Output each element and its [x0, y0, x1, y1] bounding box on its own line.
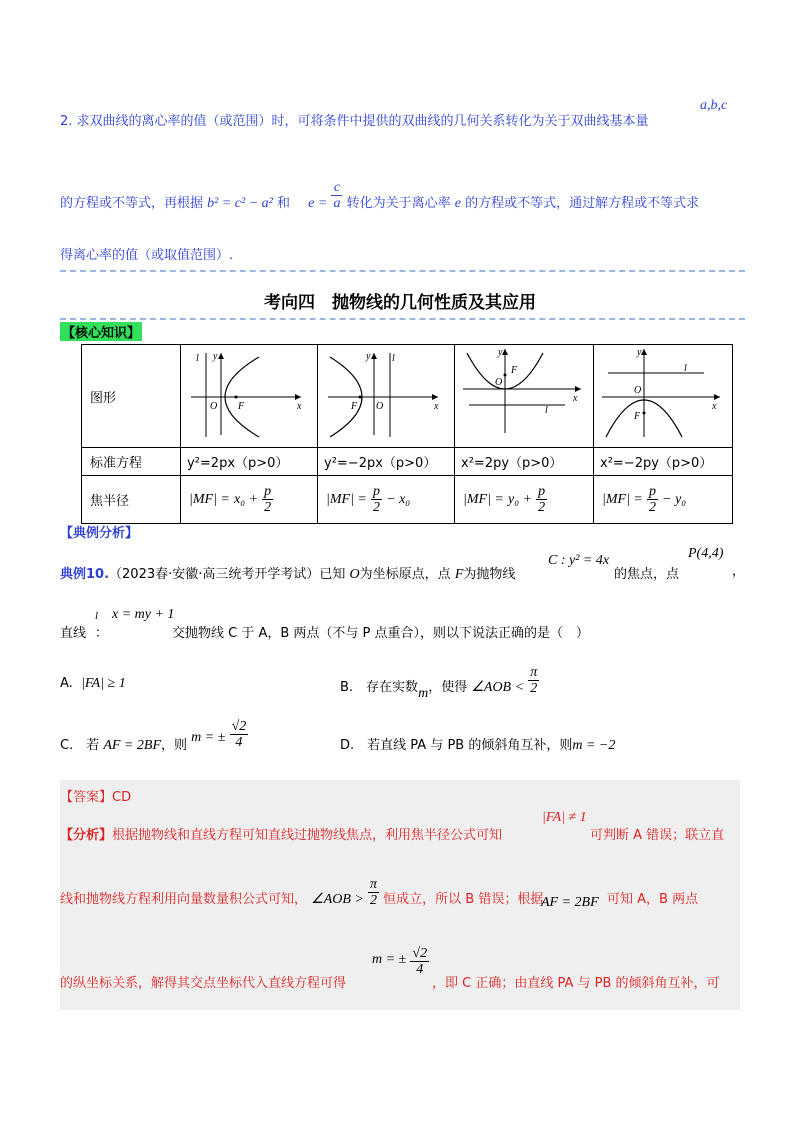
graph-up-opening — [455, 345, 594, 448]
section-title: 考向四 抛物线的几何性质及其应用 — [264, 293, 536, 313]
svg-text:y: y — [213, 351, 218, 362]
svg-text:l: l — [684, 363, 687, 374]
parabola-graph-1 — [181, 345, 317, 443]
radius-3: |MF| = y₀ + $\frac{p}{2}$ — [455, 476, 594, 524]
label-l: l — [196, 353, 199, 364]
svg-text:O: O — [376, 401, 384, 412]
example-tag: 【典例分析】 — [60, 526, 139, 541]
example-focus-text: 的焦点，点 — [614, 567, 680, 582]
svg-text:x: x — [434, 401, 439, 412]
radius-1: |MF| = x₀ + $\frac{p}{2}$ — [181, 476, 318, 524]
line-l-colon: ： — [95, 626, 109, 641]
example-comma: ， — [732, 564, 746, 579]
svg-text:F: F — [511, 365, 518, 376]
row-label-radius: 焦半径 — [82, 476, 181, 524]
svg-text:l: l — [392, 353, 395, 364]
analysis-line1: 【分析】根据抛物线和直线方程可知直线过抛物线焦点，利用焦半径公式可知 — [60, 828, 503, 843]
graph-down-opening — [594, 345, 733, 448]
core-knowledge-tag: 【核心知识】 — [60, 322, 142, 341]
line-equation: x = my + 1 — [112, 607, 175, 622]
svg-text:F: F — [351, 401, 358, 412]
svg-text:x: x — [297, 401, 302, 412]
option-d: D. 若直线 PA 与 PB 的倾斜角互补，则m = −2 — [340, 738, 616, 753]
svg-text:x: x — [712, 401, 717, 412]
line-l: l — [95, 610, 99, 622]
para2-line2: 的方程或不等式，再根据 b² = c² − a² 和 e = $\frac{c}{a}$ 转化为关于离心率 e 的方程或不等式，通过解方程或不等式求 — [60, 180, 700, 211]
svg-text:F: F — [634, 411, 641, 422]
graph-right-opening — [181, 345, 318, 448]
example-line2-rest: 交抛物线 C 于 A，B 两点（不与 P 点重合），则以下说法正确的是（ ） — [172, 626, 590, 641]
para2-abc: a,b,c — [700, 98, 728, 113]
analysis-line1-rest: 可判断 A 错误；联立直 — [590, 828, 725, 843]
parabola-table — [81, 344, 733, 524]
row-label-graph: 图形 — [82, 345, 181, 448]
option-c: C. 若 AF = 2BF，则 m = ± $\frac{√2}{4}$ — [60, 719, 247, 753]
svg-text:O: O — [634, 385, 642, 396]
parabola-graph-3 — [455, 345, 593, 443]
example-curve: C : y² = 4x — [548, 553, 610, 568]
example-line2: 直线 — [60, 626, 87, 641]
divider-bottom — [60, 318, 745, 320]
row-label-equation: 标准方程 — [82, 448, 181, 476]
svg-text:O: O — [210, 401, 218, 412]
analysis-line3: 的纵坐标关系，解得其交点坐标代入直线方程可得 — [60, 976, 347, 991]
option-a: A. |FA| ≥ 1 — [60, 676, 126, 691]
svg-text:O: O — [495, 377, 503, 388]
equation-1: y²=2px（p>0） — [181, 448, 318, 476]
analysis-m-value: m = ± $\frac{√2}{4}$ — [372, 946, 428, 977]
example-line1: 典例10.（2023春·安徽·高三统考开学考试）已知 O为坐标原点，点 F为抛物线 — [60, 567, 516, 582]
analysis-line3-rest: ，即 C 正确；由直线 PA 与 PB 的倾斜角互补，可 — [432, 976, 720, 991]
divider-top — [60, 270, 745, 272]
equation-3: x²=2py（p>0） — [455, 448, 594, 476]
radius-2: |MF| = $\frac{p}{2}$ − x₀ — [318, 476, 455, 524]
para2-line3: 得离心率的值（或取值范围）. — [60, 248, 234, 263]
svg-text:y: y — [498, 347, 503, 358]
para2-line1: 2. 求双曲线的离心率的值（或范围）时，可将条件中提供的双曲线的几何关系转化为关于双曲线基本量 — [60, 114, 649, 129]
analysis-line2-rest: 可知 A，B 两点 — [607, 892, 699, 907]
svg-text:l: l — [545, 405, 548, 416]
analysis-expr2: AF = 2BF — [541, 895, 599, 910]
analysis-line2: 线和抛物线方程利用向量数量积公式可知， ∠AOB > $\frac{\pi}{2}$ 恒成立，所以 B 错误；根据 — [60, 877, 544, 908]
analysis-expr1: |FA| ≠ 1 — [542, 810, 587, 825]
graph-left-opening — [318, 345, 455, 448]
answer-label: 【答案】CD — [60, 790, 132, 805]
option-b: B. 存在实数m，使得 ∠AOB < $\frac{\pi}{2}$ — [340, 665, 538, 701]
equation-2: y²=−2px（p>0） — [318, 448, 455, 476]
svg-text:x: x — [573, 393, 578, 404]
svg-text:y: y — [637, 347, 642, 358]
example-point: P(4,4) — [688, 546, 724, 561]
parabola-graph-4 — [594, 345, 732, 443]
parabola-graph-2 — [318, 345, 454, 443]
radius-4: |MF| = $\frac{p}{2}$ − y₀ — [594, 476, 733, 524]
equation-4: x²=−2py（p>0） — [594, 448, 733, 476]
svg-text:y: y — [366, 351, 371, 362]
svg-text:F: F — [238, 401, 245, 412]
